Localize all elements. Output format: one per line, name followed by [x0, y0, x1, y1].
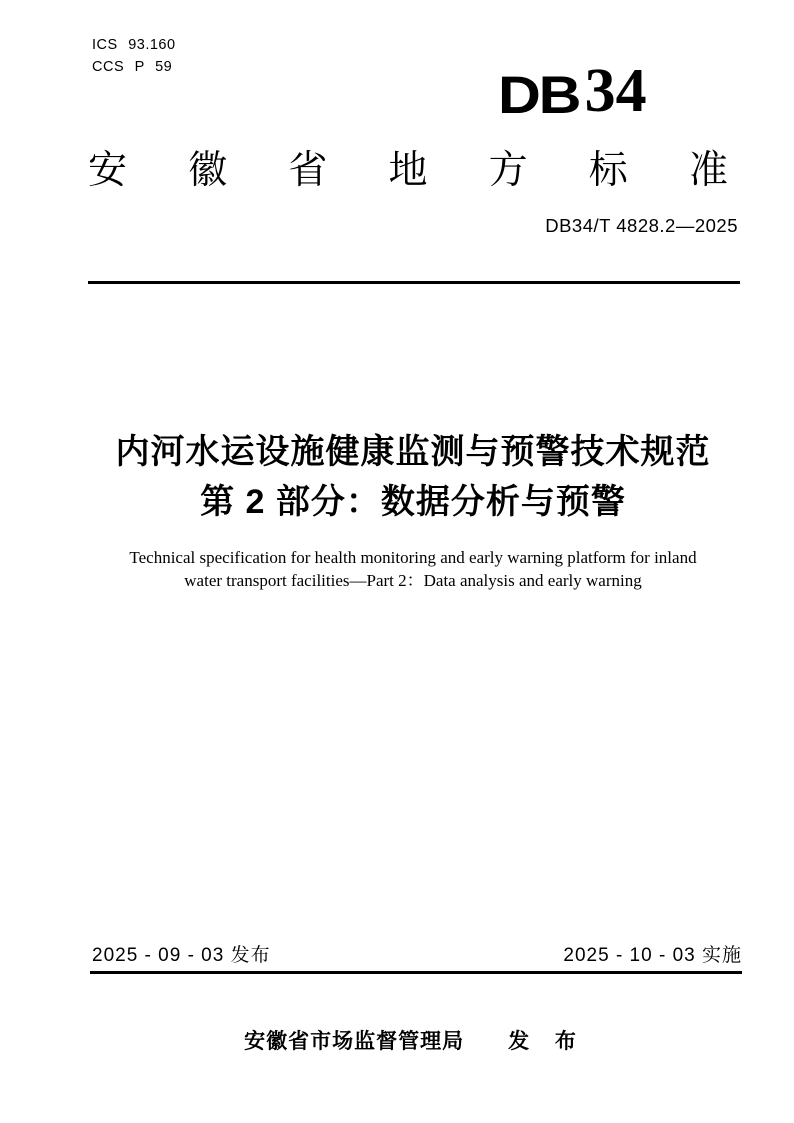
footer-rule	[90, 971, 742, 974]
standard-type-char: 准	[688, 149, 728, 192]
standard-type-char: 省	[288, 149, 328, 192]
standard-title-en	[73, 546, 753, 592]
date-row	[92, 940, 742, 967]
standard-type-char: 标	[588, 149, 628, 192]
standard-number: DB34/T 4828.2—2025	[545, 215, 738, 236]
standard-type-char: 地	[388, 149, 428, 192]
classification-codes	[92, 34, 176, 78]
publisher-row	[90, 1025, 740, 1055]
db-logo-number: 34	[584, 57, 647, 125]
implement-date: 2025 - 10 - 03 实施	[563, 945, 742, 966]
title-zh-line2: 第 2 部分：数据分析与预警	[200, 483, 626, 521]
standard-type-char: 安	[88, 149, 128, 192]
header-rule	[88, 281, 740, 284]
title-en-line1: Technical specification for health monitoring and early warning platform for inland	[129, 548, 697, 567]
standard-title-zh	[73, 427, 753, 527]
db34-logo	[498, 57, 647, 125]
db-logo-letters: DB	[498, 66, 580, 125]
ics-code: ICS 93.160	[92, 37, 176, 53]
title-en-line2: water transport facilities—Part 2：Data analysis and early warning	[184, 571, 642, 590]
title-zh-line1: 内河水运设施健康监测与预警技术规范	[115, 433, 711, 471]
ccs-code: CCS P 59	[92, 59, 173, 75]
standard-type-char: 徽	[188, 149, 228, 192]
standard-type-title	[88, 149, 728, 193]
publisher-name: 安徽省市场监督管理局	[244, 1030, 465, 1053]
standard-type-char: 方	[488, 149, 528, 192]
publish-label: 发 布	[508, 1030, 586, 1053]
issue-date: 2025 - 09 - 03 发布	[92, 945, 271, 966]
